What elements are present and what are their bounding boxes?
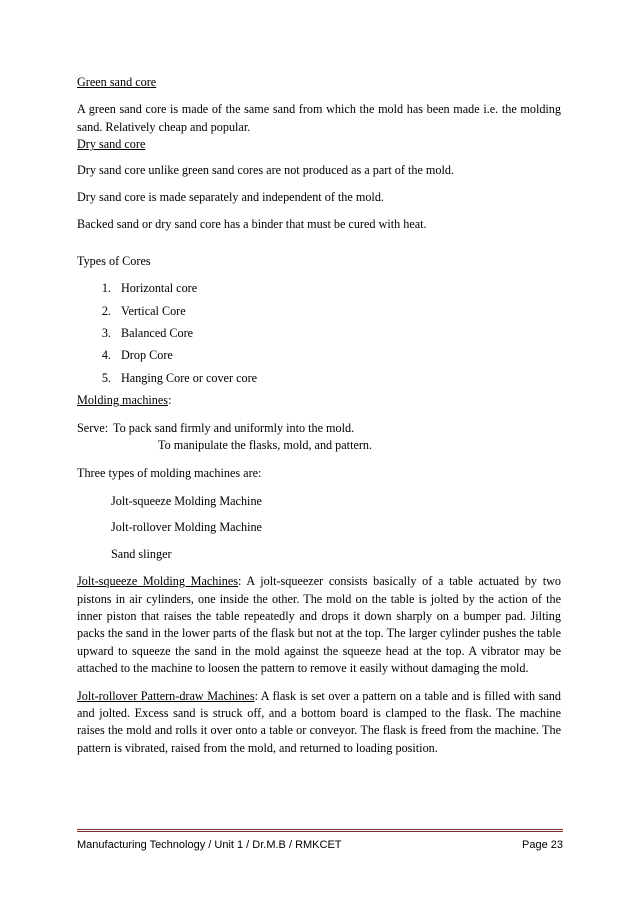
list-item: 2. Vertical Core xyxy=(114,303,561,320)
molding-machines-title: Molding machines xyxy=(77,393,169,408)
jolt-rollover-paragraph xyxy=(77,688,561,758)
footer-course-info: Manufacturing Technology / Unit 1 / Dr.M.B / RMKCET xyxy=(77,839,342,851)
list-item: Jolt-squeeze Molding Machine xyxy=(111,493,262,508)
dry-sand-core-heading: Dry sand core xyxy=(77,137,146,152)
green-sand-core-text: A green sand core is made of the same sand from which the mold has been made i.e. the molding sand. Relatively cheap and popular. xyxy=(77,102,561,134)
types-of-cores-list xyxy=(77,280,561,387)
page-footer xyxy=(77,829,563,854)
list-item: Jolt-rollover Molding Machine xyxy=(111,520,262,535)
list-item: 3. Balanced Core xyxy=(114,325,561,342)
footer-page-number: Page 23 xyxy=(522,839,563,851)
dry-sand-core-para-1: Dry sand core unlike green sand cores are not produced as a part of the mold. xyxy=(77,162,454,177)
dry-sand-core-para-2: Dry sand core is made separately and independent of the mold. xyxy=(77,190,384,205)
jolt-rollover-heading: Jolt-rollover Pattern-draw Machines xyxy=(77,688,255,703)
list-item: Sand slinger xyxy=(111,546,172,561)
green-sand-core-heading: Green sand core xyxy=(77,75,157,89)
jolt-squeeze-text: : A jolt-squeezer consists basically of a table actuated by two pistons in air cylinders, one inside the other. The mold on the table is jolted by the action of the inner piston that raises the table repeatedly and drops it down sharply on a bumper pad. Jilting packs the sand in the lower parts of the flask but not at the top. The larger cylinder pushes the table upward to squeeze the sand in the mold against the squeeze head at the top. A vibrator may be attached to the machine to loosen the pattern to remove it easily without damaging the mold. xyxy=(77,574,561,676)
molding-machines-colon: : xyxy=(168,393,172,408)
molding-machine-list xyxy=(77,493,561,563)
list-item: 1. Horizontal core xyxy=(114,280,561,297)
serve-line-1: To pack sand firmly and uniformly into the mold. xyxy=(113,420,355,435)
jolt-squeeze-heading: Jolt-squeeze Molding Machines xyxy=(77,574,238,589)
molding-machines-heading xyxy=(77,392,561,409)
types-of-cores-heading: Types of Cores xyxy=(77,253,151,268)
serve-line-2: To manipulate the flasks, mold, and pattern. xyxy=(158,438,373,453)
list-item: 5. Hanging Core or cover core xyxy=(114,370,561,387)
serve-lines xyxy=(113,420,372,455)
jolt-squeeze-paragraph xyxy=(77,573,561,677)
list-item: 4. Drop Core xyxy=(114,347,561,364)
page-body xyxy=(77,74,561,757)
dry-sand-core-para-3: Backed sand or dry sand core has a binder that must be cured with heat. xyxy=(77,217,427,232)
serve-label: Serve: xyxy=(77,420,109,435)
three-types-text: Three types of molding machines are: xyxy=(77,465,262,480)
serve-block xyxy=(77,420,561,455)
jolt-rollover-text: : A flask is set over a pattern on a table and is filled with sand and jolted. Excess sand is struck off, and a bottom board is clamped to the flask. The machine raises the mold and rolls it over onto a table or conveyor. The flask is freed from the machine. The pattern is vibrated, raised from the mold, and returned to loading position. xyxy=(77,688,561,755)
